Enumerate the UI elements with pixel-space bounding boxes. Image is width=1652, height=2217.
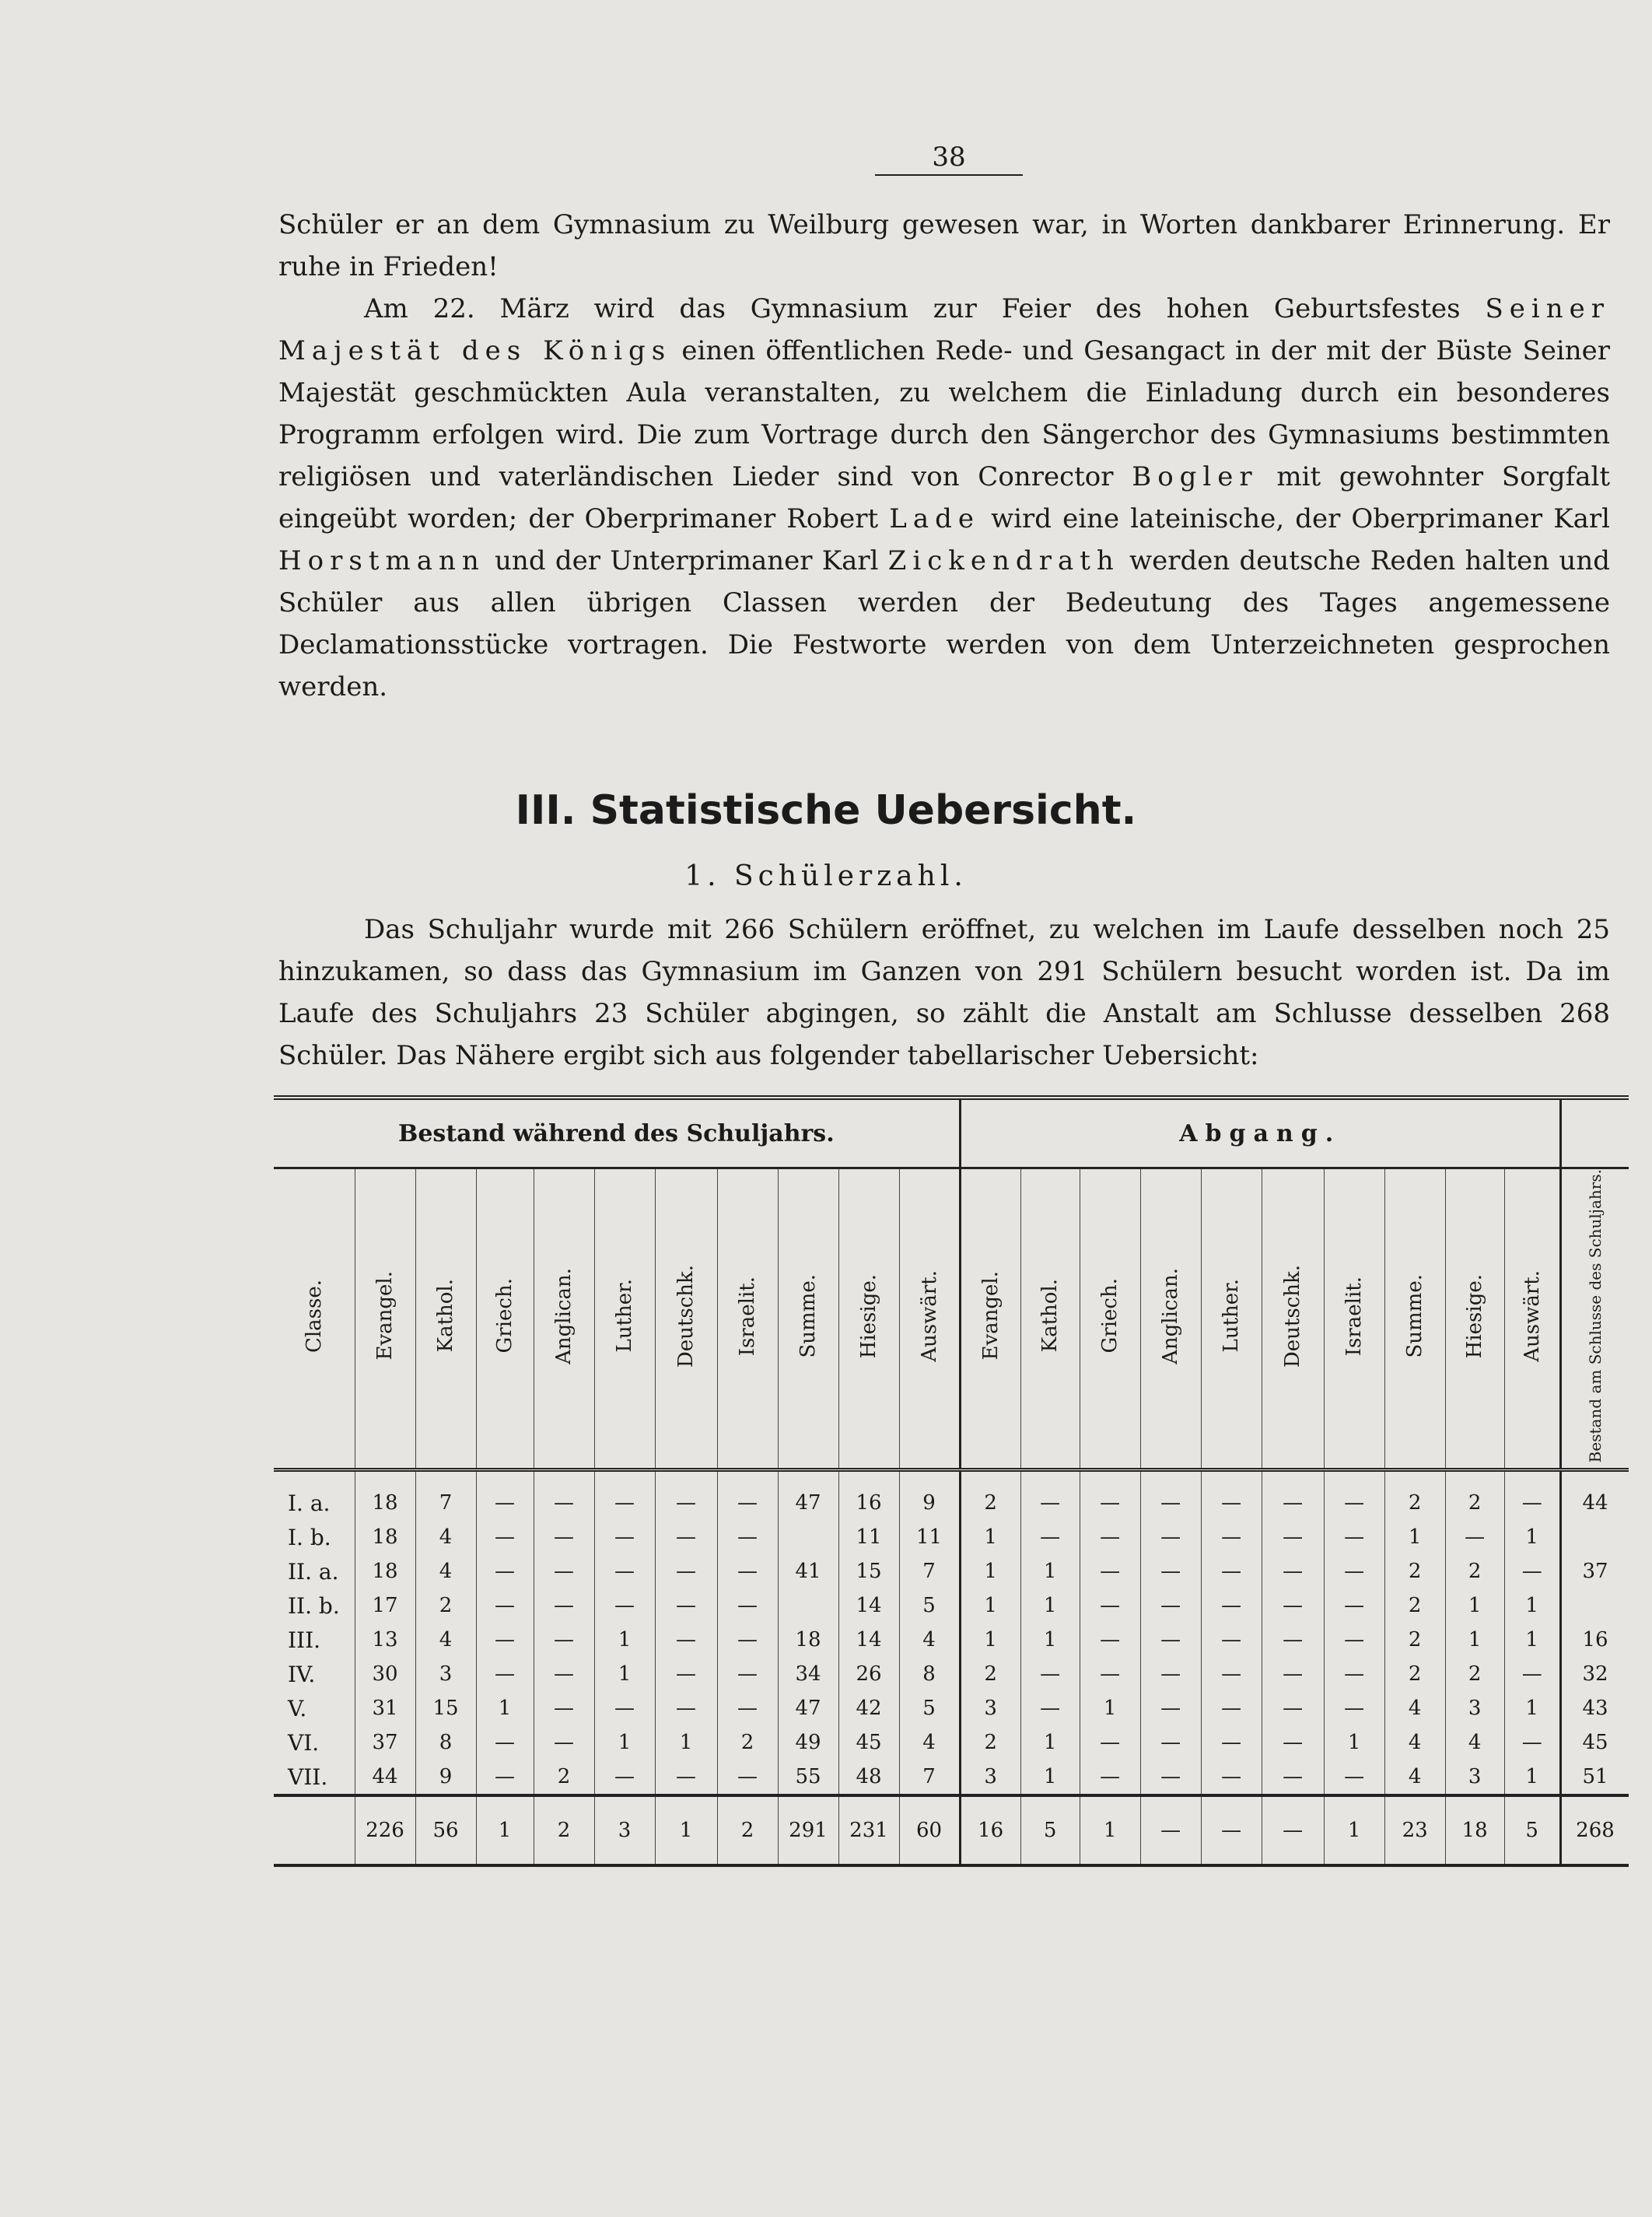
table-cell bbox=[1560, 1520, 1629, 1554]
table-cell bbox=[778, 1520, 838, 1554]
table-cell: — bbox=[476, 1623, 534, 1657]
col-header: Classe. bbox=[274, 1168, 355, 1470]
table-cell: 7 bbox=[899, 1554, 960, 1588]
table-cell: — bbox=[1080, 1470, 1140, 1521]
table-cell: 1 bbox=[594, 1725, 655, 1760]
table-cell: 1 bbox=[476, 1691, 534, 1725]
paragraph-2 bbox=[278, 288, 1610, 708]
total-cell: — bbox=[1140, 1795, 1201, 1865]
col-header: Anglican. bbox=[534, 1168, 594, 1470]
total-cell: 5 bbox=[1504, 1795, 1560, 1865]
col-header: Auswärt. bbox=[899, 1168, 960, 1470]
class-cell: VI. bbox=[274, 1725, 355, 1760]
table-cell: — bbox=[1020, 1470, 1080, 1521]
table-cell: — bbox=[717, 1760, 778, 1795]
class-cell: II. a. bbox=[274, 1554, 355, 1588]
class-cell: I. b. bbox=[274, 1520, 355, 1554]
total-cell: 1 bbox=[1080, 1795, 1140, 1865]
table-cell: — bbox=[717, 1470, 778, 1521]
table-cell: 5 bbox=[899, 1691, 960, 1725]
table-cell: — bbox=[1080, 1657, 1140, 1691]
table-cell: — bbox=[476, 1657, 534, 1691]
table-row bbox=[274, 1520, 1629, 1554]
table-cell: — bbox=[476, 1520, 534, 1554]
table-cell: 8 bbox=[899, 1657, 960, 1691]
table-cell: — bbox=[1201, 1623, 1262, 1657]
table-cell: — bbox=[1080, 1623, 1140, 1657]
table-cell: 18 bbox=[778, 1623, 838, 1657]
table-cell: — bbox=[476, 1588, 534, 1623]
table-cell: — bbox=[655, 1623, 717, 1657]
table-cell: — bbox=[534, 1657, 594, 1691]
subheading: 1. Schülerzahl. bbox=[684, 860, 968, 892]
table-cell: — bbox=[1080, 1520, 1140, 1554]
table-cell: — bbox=[534, 1520, 594, 1554]
table-cell: 1 bbox=[1020, 1760, 1080, 1795]
group-empty bbox=[1560, 1098, 1629, 1168]
table-cell: — bbox=[476, 1554, 534, 1588]
table-row bbox=[274, 1554, 1629, 1588]
table-cell bbox=[778, 1588, 838, 1623]
table-cell: — bbox=[1140, 1470, 1201, 1521]
total-cell: 60 bbox=[899, 1795, 960, 1865]
table-cell: — bbox=[534, 1470, 594, 1521]
table-body bbox=[274, 1470, 1629, 1796]
table-cell: 5 bbox=[899, 1588, 960, 1623]
table-cell: 2 bbox=[960, 1725, 1020, 1760]
table-cell: — bbox=[1080, 1554, 1140, 1588]
table-row bbox=[274, 1691, 1629, 1725]
table-cell: 3 bbox=[960, 1691, 1020, 1725]
table-cell: — bbox=[1262, 1657, 1324, 1691]
table-cell: 18 bbox=[355, 1470, 415, 1521]
table-cell: 9 bbox=[899, 1470, 960, 1521]
table-cell: — bbox=[717, 1623, 778, 1657]
table-cell: 3 bbox=[960, 1760, 1020, 1795]
table-cell: 4 bbox=[899, 1623, 960, 1657]
table-cell: 1 bbox=[1445, 1623, 1504, 1657]
table-cell: 15 bbox=[838, 1554, 899, 1588]
table-cell: — bbox=[655, 1470, 717, 1521]
statistics-table bbox=[274, 1095, 1629, 1867]
table-cell: 2 bbox=[1384, 1657, 1445, 1691]
table-cell: 1 bbox=[1020, 1623, 1080, 1657]
table-cell: 2 bbox=[1384, 1554, 1445, 1588]
table-cell: 8 bbox=[415, 1725, 476, 1760]
table-row bbox=[274, 1760, 1629, 1795]
col-header: Israelit. bbox=[717, 1168, 778, 1470]
table-cell: 1 bbox=[960, 1520, 1020, 1554]
table-cell: — bbox=[1140, 1520, 1201, 1554]
table-cell: 45 bbox=[838, 1725, 899, 1760]
table-cell: 2 bbox=[717, 1725, 778, 1760]
table-cell: — bbox=[655, 1520, 717, 1554]
table-cell: 4 bbox=[415, 1623, 476, 1657]
table-cell: 55 bbox=[778, 1760, 838, 1795]
table-cell: 1 bbox=[960, 1554, 1020, 1588]
table-cell: — bbox=[534, 1554, 594, 1588]
table-cell: — bbox=[655, 1554, 717, 1588]
p2-b: Seiner Majestät des Königs bbox=[278, 293, 1610, 366]
class-cell: IV. bbox=[274, 1657, 355, 1691]
table-cell: — bbox=[655, 1657, 717, 1691]
table-cell: 1 bbox=[1504, 1623, 1560, 1657]
col-header: Auswärt. bbox=[1504, 1168, 1560, 1470]
table-cell: 4 bbox=[1384, 1725, 1445, 1760]
paragraph-1: Schüler er an dem Gymnasium zu Weilburg gewesen war, in Worten dankbarer Erinnerung. Er ruhe in Frieden! bbox=[278, 209, 1610, 282]
table-cell: — bbox=[1504, 1470, 1560, 1521]
table-cell: 16 bbox=[838, 1470, 899, 1521]
table-cell: 26 bbox=[838, 1657, 899, 1691]
table-cell: — bbox=[1445, 1520, 1504, 1554]
page-number-rule bbox=[875, 174, 1023, 176]
total-cell: 3 bbox=[594, 1795, 655, 1865]
table-cell: — bbox=[1140, 1691, 1201, 1725]
table-cell: 1 bbox=[1384, 1520, 1445, 1554]
total-cell: — bbox=[1201, 1795, 1262, 1865]
table-cell bbox=[1560, 1588, 1629, 1623]
table-cell: 30 bbox=[355, 1657, 415, 1691]
group-abgang: Abgang. bbox=[960, 1098, 1560, 1168]
table-cell: 1 bbox=[1020, 1554, 1080, 1588]
table-cell: 3 bbox=[1445, 1691, 1504, 1725]
table-cell: — bbox=[717, 1520, 778, 1554]
totals-row bbox=[274, 1795, 1629, 1865]
p2-j: Zickendrath bbox=[887, 545, 1120, 576]
total-cell: 1 bbox=[655, 1795, 717, 1865]
table-cell: 31 bbox=[355, 1691, 415, 1725]
total-cell: 16 bbox=[960, 1795, 1020, 1865]
table-cell: 1 bbox=[1504, 1588, 1560, 1623]
table-cell: — bbox=[1324, 1691, 1384, 1725]
table-cell: — bbox=[1020, 1657, 1080, 1691]
table-cell: — bbox=[1201, 1520, 1262, 1554]
table-cell: 18 bbox=[355, 1554, 415, 1588]
table-cell: 2 bbox=[960, 1470, 1020, 1521]
col-header: Summe. bbox=[778, 1168, 838, 1470]
class-cell: III. bbox=[274, 1623, 355, 1657]
total-cell: 1 bbox=[476, 1795, 534, 1865]
table-cell: — bbox=[1020, 1520, 1080, 1554]
table-cell: 47 bbox=[778, 1470, 838, 1521]
table-cell: — bbox=[534, 1725, 594, 1760]
total-cell: 23 bbox=[1384, 1795, 1445, 1865]
table-cell: 44 bbox=[355, 1760, 415, 1795]
p2-d: Bogler bbox=[1132, 461, 1258, 492]
table-cell: — bbox=[717, 1657, 778, 1691]
table-cell: 51 bbox=[1560, 1760, 1629, 1795]
table-cell: 2 bbox=[1445, 1470, 1504, 1521]
table-cell: 34 bbox=[778, 1657, 838, 1691]
body-text bbox=[278, 204, 1610, 708]
table-cell: 2 bbox=[1384, 1588, 1445, 1623]
table-cell: — bbox=[594, 1520, 655, 1554]
table-cell: 1 bbox=[1020, 1588, 1080, 1623]
table-cell: — bbox=[1262, 1554, 1324, 1588]
table-cell: 2 bbox=[1384, 1623, 1445, 1657]
table-intro-text: Das Schuljahr wurde mit 266 Schülern eröffnet, zu welchen im Laufe desselben noch 25 hinzukamen, so dass das Gymnasium im Ganzen von 291 Schülern besucht worden ist. Da im Laufe des Schuljahrs 23 Schüler abgingen, so zählt die Anstalt am Schlusse desselben 268 Schüler. Das Nähere ergibt sich aus folgender tabellarischer Uebersicht: bbox=[278, 914, 1610, 1071]
total-cell: — bbox=[1262, 1795, 1324, 1865]
table-cell: 37 bbox=[355, 1725, 415, 1760]
table-cell: — bbox=[534, 1623, 594, 1657]
table-cell: — bbox=[1324, 1623, 1384, 1657]
table-cell: — bbox=[1080, 1725, 1140, 1760]
col-header: Griech. bbox=[1080, 1168, 1140, 1470]
table-cell: 43 bbox=[1560, 1691, 1629, 1725]
group-bestand: Bestand während des Schuljahrs. bbox=[274, 1098, 960, 1168]
table-cell: 45 bbox=[1560, 1725, 1629, 1760]
section-heading: III. Statistische Uebersicht. bbox=[515, 787, 1137, 834]
table-cell: 1 bbox=[655, 1725, 717, 1760]
table-cell: 42 bbox=[838, 1691, 899, 1725]
total-cell: 291 bbox=[778, 1795, 838, 1865]
table-cell: 1 bbox=[1504, 1760, 1560, 1795]
table-cell: 3 bbox=[1445, 1760, 1504, 1795]
table-cell: — bbox=[1020, 1691, 1080, 1725]
table-cell: — bbox=[1324, 1470, 1384, 1521]
table-cell: 49 bbox=[778, 1725, 838, 1760]
table-cell: — bbox=[1324, 1760, 1384, 1795]
table-cell: 2 bbox=[415, 1588, 476, 1623]
col-header: Evangel. bbox=[355, 1168, 415, 1470]
table-cell: 15 bbox=[415, 1691, 476, 1725]
table-cell: — bbox=[1504, 1725, 1560, 1760]
table-cell: — bbox=[1201, 1588, 1262, 1623]
col-header: Hiesige. bbox=[1445, 1168, 1504, 1470]
table-cell: — bbox=[1201, 1725, 1262, 1760]
table-row bbox=[274, 1657, 1629, 1691]
col-header: Israelit. bbox=[1324, 1168, 1384, 1470]
table-cell: — bbox=[655, 1588, 717, 1623]
table-cell: — bbox=[1140, 1760, 1201, 1795]
table-cell: 2 bbox=[960, 1657, 1020, 1691]
table-cell: 7 bbox=[899, 1760, 960, 1795]
col-header: Deutschk. bbox=[655, 1168, 717, 1470]
table-cell: 41 bbox=[778, 1554, 838, 1588]
table-row bbox=[274, 1470, 1629, 1521]
table-cell: 2 bbox=[534, 1760, 594, 1795]
col-header: Deutschk. bbox=[1262, 1168, 1324, 1470]
total-cell: 18 bbox=[1445, 1795, 1504, 1865]
col-header: Kathol. bbox=[415, 1168, 476, 1470]
table-cell: 13 bbox=[355, 1623, 415, 1657]
table-cell: 1 bbox=[1324, 1725, 1384, 1760]
table-cell: — bbox=[1140, 1588, 1201, 1623]
table-cell: — bbox=[1140, 1725, 1201, 1760]
table-cell: — bbox=[1324, 1588, 1384, 1623]
table-row bbox=[274, 1588, 1629, 1623]
table-cell: 2 bbox=[1445, 1657, 1504, 1691]
table-cell: — bbox=[1201, 1657, 1262, 1691]
col-header: Griech. bbox=[476, 1168, 534, 1470]
table-cell: — bbox=[1201, 1760, 1262, 1795]
table-cell: — bbox=[1504, 1554, 1560, 1588]
total-cell: 1 bbox=[1324, 1795, 1384, 1865]
table-cell: — bbox=[655, 1760, 717, 1795]
table-cell: 14 bbox=[838, 1623, 899, 1657]
table-cell: 1 bbox=[1080, 1691, 1140, 1725]
class-cell: VII. bbox=[274, 1760, 355, 1795]
table-cell: — bbox=[534, 1588, 594, 1623]
table-cell: — bbox=[655, 1691, 717, 1725]
table-cell: — bbox=[1504, 1657, 1560, 1691]
table-cell: — bbox=[534, 1691, 594, 1725]
p2-h: Horstmann bbox=[278, 545, 485, 576]
col-header: Anglican. bbox=[1140, 1168, 1201, 1470]
col-header: Evangel. bbox=[960, 1168, 1020, 1470]
table-cell: 1 bbox=[1020, 1725, 1080, 1760]
table-cell: — bbox=[1262, 1760, 1324, 1795]
total-cell: 2 bbox=[534, 1795, 594, 1865]
table-cell: 4 bbox=[1384, 1760, 1445, 1795]
col-header: Luther. bbox=[594, 1168, 655, 1470]
table-cell: — bbox=[1201, 1691, 1262, 1725]
table-cell: — bbox=[717, 1691, 778, 1725]
table-cell: 4 bbox=[415, 1554, 476, 1588]
table-cell: 1 bbox=[594, 1623, 655, 1657]
table-cell: 48 bbox=[838, 1760, 899, 1795]
table-cell: 1 bbox=[594, 1657, 655, 1691]
table-cell: 1 bbox=[1504, 1520, 1560, 1554]
table-cell: — bbox=[1324, 1554, 1384, 1588]
col-header-bestand-am-schlusse: Bestand am Schlusse des Schuljahrs. bbox=[1560, 1168, 1629, 1470]
total-cell bbox=[274, 1795, 355, 1865]
table-row bbox=[274, 1725, 1629, 1760]
table-cell: — bbox=[594, 1760, 655, 1795]
table-cell: 4 bbox=[415, 1520, 476, 1554]
table-cell: — bbox=[1140, 1623, 1201, 1657]
table-cell: — bbox=[717, 1588, 778, 1623]
table-cell: 4 bbox=[1445, 1725, 1504, 1760]
total-cell: 56 bbox=[415, 1795, 476, 1865]
col-header: Hiesige. bbox=[838, 1168, 899, 1470]
table-cell: 44 bbox=[1560, 1470, 1629, 1521]
total-cell: 231 bbox=[838, 1795, 899, 1865]
table-cell: — bbox=[1140, 1554, 1201, 1588]
table-cell: — bbox=[717, 1554, 778, 1588]
table-cell: — bbox=[1201, 1470, 1262, 1521]
col-header: Summe. bbox=[1384, 1168, 1445, 1470]
p2-c: einen öffentlichen Rede- und Gesangact in der mit der Büste Seiner Majestät geschmückten Aula veranstalten, zu welchem die Einladung durch ein besonderes Programm erfolgen wird. Die zum Vortrage durch den Sängerchor des Gymnasiums bestimmten religiösen und vaterländischen Lieder sind von Conrector bbox=[278, 335, 1610, 492]
table-cell: 7 bbox=[415, 1470, 476, 1521]
table-cell: 9 bbox=[415, 1760, 476, 1795]
table-cell: — bbox=[594, 1554, 655, 1588]
class-cell: V. bbox=[274, 1691, 355, 1725]
table-cell: — bbox=[1324, 1657, 1384, 1691]
table-cell: 11 bbox=[838, 1520, 899, 1554]
table-cell: 17 bbox=[355, 1588, 415, 1623]
table-cell: 11 bbox=[899, 1520, 960, 1554]
table-cell: 18 bbox=[355, 1520, 415, 1554]
table-cell: — bbox=[1262, 1520, 1324, 1554]
table-cell: — bbox=[1262, 1725, 1324, 1760]
p2-k: werden deutsche Reden halten und Schüler aus allen übrigen Classen werden der Bedeutung des Tages angemessene Declamationsstücke vortragen. Die Festworte werden von dem Unterzeichneten gesprochen werden. bbox=[278, 545, 1610, 702]
p2-e: mit gewohnter Sorgfalt eingeübt worden; der Oberprimaner Robert bbox=[278, 461, 1611, 534]
table-cell: 2 bbox=[1384, 1470, 1445, 1521]
total-cell: 226 bbox=[355, 1795, 415, 1865]
total-cell: 268 bbox=[1560, 1795, 1629, 1865]
table-cell: — bbox=[1262, 1588, 1324, 1623]
table-row bbox=[274, 1623, 1629, 1657]
table-cell: 1 bbox=[1445, 1588, 1504, 1623]
table-cell: 47 bbox=[778, 1691, 838, 1725]
table-cell: 4 bbox=[899, 1725, 960, 1760]
p2-i: und der Unterprimaner Karl bbox=[485, 545, 888, 576]
table-cell: 1 bbox=[1504, 1691, 1560, 1725]
table-cell: — bbox=[1262, 1691, 1324, 1725]
table-cell: — bbox=[476, 1470, 534, 1521]
table-cell: — bbox=[1324, 1520, 1384, 1554]
total-cell: 5 bbox=[1020, 1795, 1080, 1865]
p2-f: Lade bbox=[889, 503, 980, 534]
table-cell: 2 bbox=[1445, 1554, 1504, 1588]
table-cell: — bbox=[476, 1725, 534, 1760]
table-cell: 4 bbox=[1384, 1691, 1445, 1725]
col-header: Luther. bbox=[1201, 1168, 1262, 1470]
col-header: Kathol. bbox=[1020, 1168, 1080, 1470]
table-cell: 1 bbox=[960, 1623, 1020, 1657]
table-cell: — bbox=[1080, 1588, 1140, 1623]
table-cell: 32 bbox=[1560, 1657, 1629, 1691]
table-cell: — bbox=[594, 1470, 655, 1521]
p2-g: wird eine lateinische, der Oberprimaner Karl bbox=[980, 503, 1610, 534]
table-cell: — bbox=[1080, 1760, 1140, 1795]
class-cell: II. b. bbox=[274, 1588, 355, 1623]
table-cell: — bbox=[1262, 1623, 1324, 1657]
table-cell: — bbox=[594, 1691, 655, 1725]
table-cell: 37 bbox=[1560, 1554, 1629, 1588]
p2-a: Am 22. März wird das Gymnasium zur Feier des hohen Geburtsfestes bbox=[364, 293, 1486, 324]
table-cell: — bbox=[1201, 1554, 1262, 1588]
table-cell: 16 bbox=[1560, 1623, 1629, 1657]
table-cell: — bbox=[1262, 1470, 1324, 1521]
table-cell: 3 bbox=[415, 1657, 476, 1691]
table-cell: — bbox=[594, 1588, 655, 1623]
table-cell: 1 bbox=[960, 1588, 1020, 1623]
column-headers bbox=[274, 1168, 1629, 1470]
table-cell: — bbox=[476, 1760, 534, 1795]
class-cell: I. a. bbox=[274, 1470, 355, 1521]
total-cell: 2 bbox=[717, 1795, 778, 1865]
table-cell: — bbox=[1140, 1657, 1201, 1691]
table-intro bbox=[278, 909, 1610, 1077]
page-number: 38 bbox=[932, 142, 966, 173]
table-cell: 14 bbox=[838, 1588, 899, 1623]
